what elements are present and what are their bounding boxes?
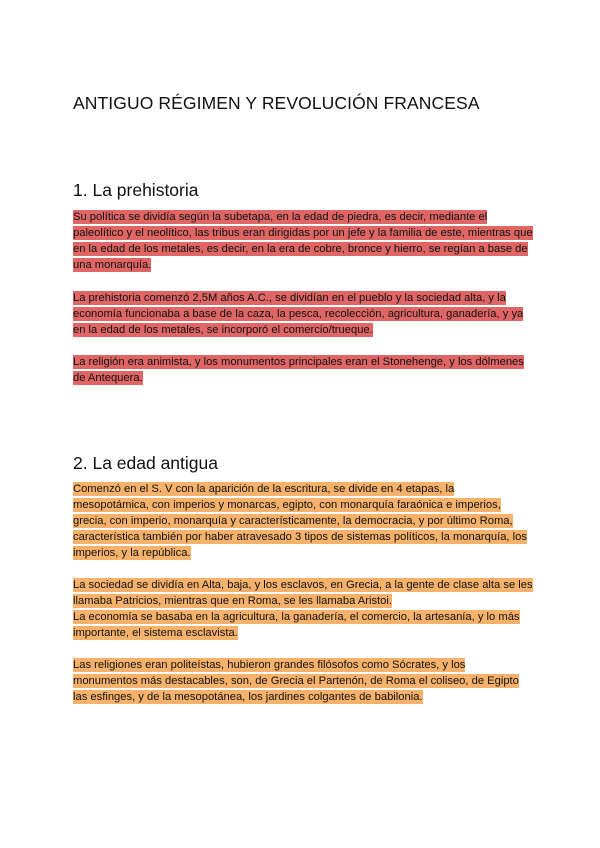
paragraph-antigua-etapas <box>73 481 533 561</box>
highlighted-text: Comenzó en el S. V con la aparición de la escritura, se divide en 4 etapas, la mesopotámica, con imperios y monarcas, egipto, con monarquía faraónica e imperios, grecia, con imperio, monarquía y característicamente, la democracia, y por último Roma, característica también por haber atravesado 3 tipos de sistemas políticos, la monarquía, los imperios, y la república. <box>73 483 527 559</box>
section-heading-prehistoria: 1. La prehistoria <box>73 180 199 200</box>
paragraph-prehistoria-religion <box>73 354 533 386</box>
document-title: ANTIGUO RÉGIMEN Y REVOLUCIÓN FRANCESA <box>73 93 480 113</box>
paragraph-antigua-economia <box>73 609 533 641</box>
paragraph-antigua-religion <box>73 657 533 705</box>
paragraph-prehistoria-politica <box>73 209 533 273</box>
highlighted-text: Su política se dividía según la subetapa, en la edad de piedra, es decir, mediante el paleolítico y el neolítico, las tribus eran dirigidas por un jefe y la familia de este, mientras que en la edad de los metales, es decir, en la era de cobre, bronce y hierro, se regían a base de una monarquía. <box>73 211 533 271</box>
highlighted-text: La religión era animista, y los monumentos principales eran el Stonehenge, y los dólmenes de Antequera. <box>73 356 524 384</box>
paragraph-antigua-sociedad <box>73 577 533 609</box>
highlighted-text: Las religiones eran politeístas, hubieron grandes filósofos como Sócrates, y los monumentos más destacables, son, de Grecia el Partenón, de Roma el coliseo, de Egipto las esfinges, y de la mesopotánea, los jardines colgantes de babilonia. <box>73 659 519 703</box>
highlighted-text: La economía se basaba en la agricultura, la ganadería, el comercio, la artesanía, y lo más importante, el sistema esclavista. <box>73 611 520 639</box>
highlighted-text: La sociedad se dividía en Alta, baja, y los esclavos, en Grecia, a la gente de clase alta se les llamaba Patricios, mientras que en Roma, se les llamaba Aristoi. <box>73 579 533 607</box>
section-heading-edad-antigua: 2. La edad antigua <box>73 453 218 473</box>
paragraph-prehistoria-sociedad <box>73 290 533 338</box>
highlighted-text: La prehistoria comenzó 2,5M años A.C., se dividían en el pueblo y la sociedad alta, y la economía funcionaba a base de la caza, la pesca, recolección, agricultura, ganadería, y ya en la edad de los metales, se incorporó el comercio/trueque. <box>73 292 524 336</box>
